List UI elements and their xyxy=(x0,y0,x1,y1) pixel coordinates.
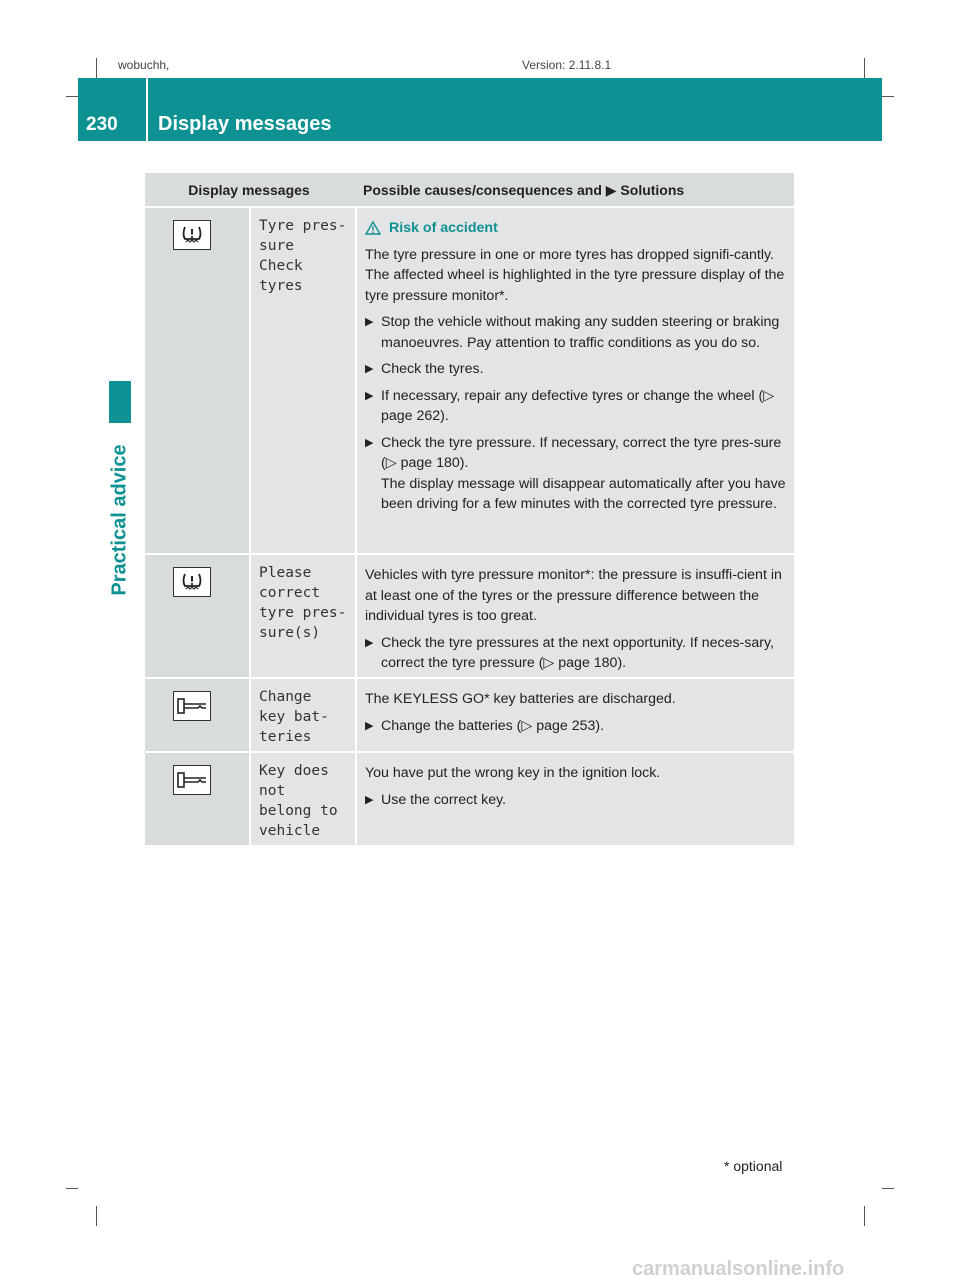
solution-cell xyxy=(357,555,794,677)
footnote: * optional xyxy=(724,1158,783,1174)
watermark: carmanualsonline.info xyxy=(632,1258,845,1280)
cause-text: Vehicles with tyre pressure monitor*: the pressure is insuffi-cient in at least one of the tyres or the pressure difference between the individual tyres is too great. xyxy=(365,567,782,624)
risk-warning xyxy=(365,218,786,239)
message-line: correct xyxy=(259,585,321,601)
display-messages-table xyxy=(145,173,794,845)
solution-step xyxy=(365,433,786,515)
key-icon xyxy=(173,765,211,795)
step-text: Use the correct key. xyxy=(381,791,507,808)
step-text: Change the batteries (▷ page 253). xyxy=(381,717,605,734)
step-text: Check the tyres. xyxy=(381,361,484,377)
message-line: not xyxy=(259,783,286,799)
step-note: The display message will disappear automatically after you have been driving for a few minutes with the corrected tyre pressure. xyxy=(381,475,786,512)
crop-mark xyxy=(96,58,97,78)
crop-mark xyxy=(882,1188,894,1189)
cause-text: You have put the wrong key in the ignition lock. xyxy=(365,765,661,781)
message-line: vehicle xyxy=(259,823,321,839)
warning-triangle-icon xyxy=(365,221,381,235)
message-line: sure(s) xyxy=(259,625,321,641)
message-line: Change xyxy=(259,689,312,705)
solution-cell xyxy=(357,679,794,751)
message-line: Please xyxy=(259,565,312,581)
page-number: 230 xyxy=(86,114,118,135)
message-line: belong to xyxy=(259,803,338,819)
solution-cell xyxy=(357,753,794,845)
cause-text: The KEYLESS GO* key batteries are discharged. xyxy=(365,691,676,707)
step-text: If necessary, repair any defective tyres or change the wheel (▷ page 262). xyxy=(381,387,775,424)
risk-warning-label: Risk of accident xyxy=(389,220,498,236)
column-header-causes-solutions: Possible causes/consequences and ▶ Solutions xyxy=(363,182,685,198)
step-arrow-icon: ▶ xyxy=(365,719,374,732)
message-line: tyres xyxy=(259,278,303,294)
step-arrow-icon: ▶ xyxy=(365,436,374,449)
crop-mark xyxy=(882,96,894,97)
crop-mark xyxy=(96,1206,97,1226)
table-row xyxy=(145,677,794,751)
message-line: sure xyxy=(259,238,294,254)
step-text: Stop the vehicle without making any sudden steering or braking manoeuvres. Pay attention to traffic conditions as you do so. xyxy=(381,314,780,351)
side-tab-label: Practical advice xyxy=(108,444,131,596)
message-line: Check xyxy=(259,258,303,274)
message-cell xyxy=(251,753,355,845)
message-line: Tyre pres- xyxy=(259,218,347,234)
step-arrow-icon: ▶ xyxy=(365,389,374,402)
message-line: tyre pres- xyxy=(259,605,347,621)
step-arrow-icon: ▶ xyxy=(365,793,374,806)
crop-mark xyxy=(66,96,78,97)
tyre-pressure-warning-icon xyxy=(173,220,211,250)
header-divider xyxy=(146,78,148,141)
message-cell xyxy=(251,555,355,677)
table-row xyxy=(145,751,794,845)
column-header-display-messages: Display messages xyxy=(188,182,310,198)
crop-mark xyxy=(66,1188,78,1189)
message-cell xyxy=(251,208,355,553)
solution-step xyxy=(365,633,786,674)
icon-cell xyxy=(145,555,249,677)
solution-step xyxy=(365,386,786,427)
key-icon xyxy=(173,691,211,721)
message-line: teries xyxy=(259,729,312,745)
step-text: Check the tyre pressure. If necessary, correct the tyre pres-sure (▷ page 180). xyxy=(381,434,782,471)
icon-cell xyxy=(145,753,249,845)
cause-text: The tyre pressure in one or more tyres has dropped signifi-cantly. The affected wheel is highlighted in the tyre pressure display of the tyre pressure monitor*. xyxy=(365,246,785,304)
solution-step xyxy=(365,716,786,737)
solution-step xyxy=(365,359,786,380)
solution-step xyxy=(365,790,786,811)
solution-cell xyxy=(357,208,794,553)
step-text: Check the tyre pressures at the next opportunity. If neces-sary, correct the tyre pressure (▷ page 180). xyxy=(381,634,774,671)
crop-mark xyxy=(864,58,865,78)
page-title: Display messages xyxy=(158,113,332,135)
icon-cell xyxy=(145,679,249,751)
message-line: key bat- xyxy=(259,709,329,725)
message-cell xyxy=(251,679,355,751)
icon-cell xyxy=(145,208,249,553)
step-arrow-icon: ▶ xyxy=(365,636,374,649)
crop-mark xyxy=(864,1206,865,1226)
header-fragment-right: Version: 2.11.8.1 xyxy=(522,58,612,72)
table-row xyxy=(145,553,794,677)
table-row xyxy=(145,206,794,553)
side-tab xyxy=(109,381,131,423)
table-header xyxy=(145,173,794,206)
header-fragment-left: wobuchh, xyxy=(118,58,170,72)
step-arrow-icon: ▶ xyxy=(365,363,374,375)
solution-step xyxy=(365,312,786,353)
tyre-pressure-warning-icon xyxy=(173,567,211,597)
message-line: Key does xyxy=(259,763,329,779)
step-arrow-icon: ▶ xyxy=(365,316,374,328)
